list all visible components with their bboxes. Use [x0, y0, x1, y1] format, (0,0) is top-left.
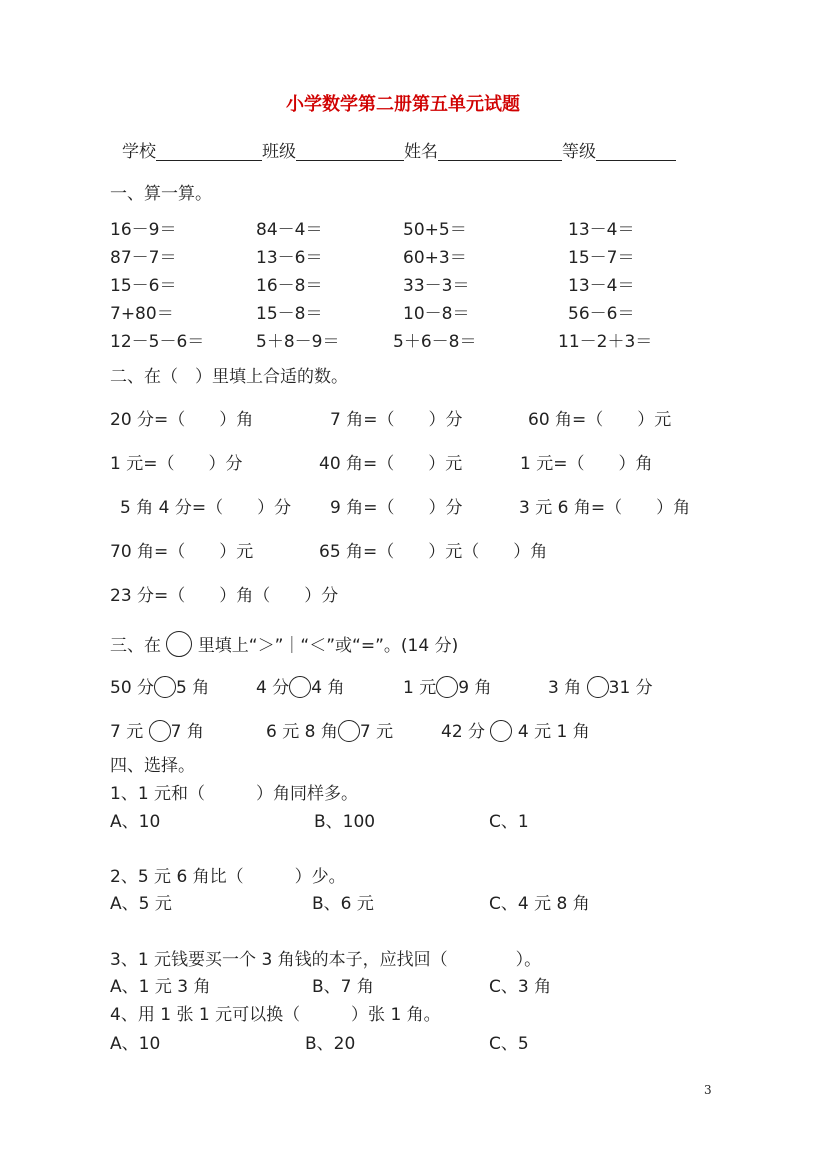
section3-heading: [110, 631, 458, 657]
calc-item: 11－2＋3＝: [558, 332, 653, 352]
page-title: 小学数学第二册第五单元试题: [286, 94, 520, 115]
calc-item: 5＋8－9＝: [256, 332, 340, 352]
compare-item: [110, 720, 204, 742]
calc-item: 13－6＝: [256, 248, 323, 268]
question-text: 3、1 元钱要买一个 3 角钱的本子，应找回（ ）。: [110, 950, 542, 970]
compare-right: 4 元 1 角: [517, 722, 590, 742]
fill-item: 65 角=（ ）元（ ）角: [319, 542, 548, 562]
option-a[interactable]: A、10: [110, 1034, 161, 1054]
compare-item: [110, 676, 209, 698]
compare-right: 4 角: [311, 678, 345, 698]
option-a[interactable]: A、1 元 3 角: [110, 977, 211, 997]
question-text: 4、用 1 张 1 元可以换（ ）张 1 角。: [110, 1005, 441, 1025]
compare-circle[interactable]: [587, 676, 609, 698]
fill-item: 70 角=（ ）元: [110, 542, 254, 562]
option-c[interactable]: C、1: [489, 812, 529, 832]
class-label: 班级: [262, 142, 296, 162]
compare-left: 50 分: [110, 678, 155, 698]
fill-item: 40 角=（ ）元: [319, 454, 463, 474]
compare-circle[interactable]: [154, 676, 176, 698]
compare-circle[interactable]: [289, 676, 311, 698]
compare-item: [548, 676, 653, 698]
fill-item: 1 元=（ ）角: [520, 454, 653, 474]
fill-item: 23 分=（ ）角（ ）分: [110, 586, 339, 606]
fill-item: 5 角 4 分=（ ）分: [120, 498, 292, 518]
compare-circle[interactable]: [490, 720, 512, 742]
calc-item: 5＋6－8＝: [393, 332, 477, 352]
compare-circle[interactable]: [436, 676, 458, 698]
circle-icon: [166, 631, 192, 657]
calc-item: 84－4＝: [256, 220, 323, 240]
compare-left: 7 元: [110, 722, 144, 742]
name-field[interactable]: [438, 142, 562, 161]
compare-left: 42 分: [441, 722, 486, 742]
grade-label: 等级: [562, 142, 596, 162]
fill-item: 7 角=（ ）分: [330, 410, 463, 430]
compare-right: 9 角: [458, 678, 492, 698]
fill-item: 9 角=（ ）分: [330, 498, 463, 518]
option-c[interactable]: C、4 元 8 角: [489, 894, 590, 914]
calc-item: 50+5＝: [403, 220, 467, 240]
fill-item: 1 元=（ ）分: [110, 454, 243, 474]
section3-heading-post: 里填上“＞”｜“＜”或“=”。(14 分): [197, 636, 459, 656]
option-c[interactable]: C、5: [489, 1034, 529, 1054]
compare-left: 3 角: [548, 678, 582, 698]
compare-right: 31 分: [608, 678, 653, 698]
section1-heading: 一、算一算。: [110, 184, 212, 204]
compare-right: 5 角: [176, 678, 210, 698]
question-text: 1、1 元和（ ）角同样多。: [110, 784, 359, 804]
compare-left: 4 分: [256, 678, 290, 698]
fill-item: 60 角=（ ）元: [528, 410, 672, 430]
page-number: 3: [704, 1083, 712, 1097]
calc-item: 16－8＝: [256, 276, 323, 296]
option-b[interactable]: B、100: [314, 812, 376, 832]
calc-item: 13－4＝: [568, 276, 635, 296]
compare-item: [256, 676, 344, 698]
compare-item: [266, 720, 393, 742]
compare-circle[interactable]: [338, 720, 360, 742]
compare-left: 6 元 8 角: [266, 722, 338, 742]
option-c[interactable]: C、3 角: [489, 977, 552, 997]
name-label: 姓名: [404, 142, 438, 162]
option-b[interactable]: B、20: [305, 1034, 356, 1054]
compare-item: [441, 720, 590, 742]
calc-item: 33－3＝: [403, 276, 470, 296]
calc-item: 16－9＝: [110, 220, 177, 240]
question-text: 2、5 元 6 角比（ ）少。: [110, 867, 346, 887]
class-field[interactable]: [296, 142, 404, 161]
school-field[interactable]: [156, 142, 262, 161]
header-fields: [122, 142, 676, 161]
calc-item: 13－4＝: [568, 220, 635, 240]
fill-item: 20 分=（ ）角: [110, 410, 254, 430]
section2-heading: 二、在（ ）里填上合适的数。: [110, 367, 348, 387]
compare-left: 1 元: [403, 678, 437, 698]
option-a[interactable]: A、10: [110, 812, 161, 832]
calc-item: 56－6＝: [568, 304, 635, 324]
calc-item: 15－6＝: [110, 276, 177, 296]
compare-circle[interactable]: [149, 720, 171, 742]
calc-item: 60+3＝: [403, 248, 467, 268]
school-label: 学校: [122, 142, 156, 162]
section3-heading-pre: 三、在: [110, 636, 161, 656]
option-a[interactable]: A、5 元: [110, 894, 172, 914]
fill-item: 3 元 6 角=（ ）角: [519, 498, 691, 518]
compare-right: 7 角: [170, 722, 204, 742]
option-b[interactable]: B、7 角: [312, 977, 374, 997]
compare-item: [403, 676, 491, 698]
option-b[interactable]: B、6 元: [312, 894, 374, 914]
calc-item: 7+80＝: [110, 304, 174, 324]
calc-item: 87－7＝: [110, 248, 177, 268]
calc-item: 10－8＝: [403, 304, 470, 324]
calc-item: 15－7＝: [568, 248, 635, 268]
grade-field[interactable]: [596, 142, 676, 161]
compare-right: 7 元: [359, 722, 394, 742]
calc-item: 12－5－6＝: [110, 332, 205, 352]
section4-heading: 四、选择。: [110, 756, 195, 776]
calc-item: 15－8＝: [256, 304, 323, 324]
